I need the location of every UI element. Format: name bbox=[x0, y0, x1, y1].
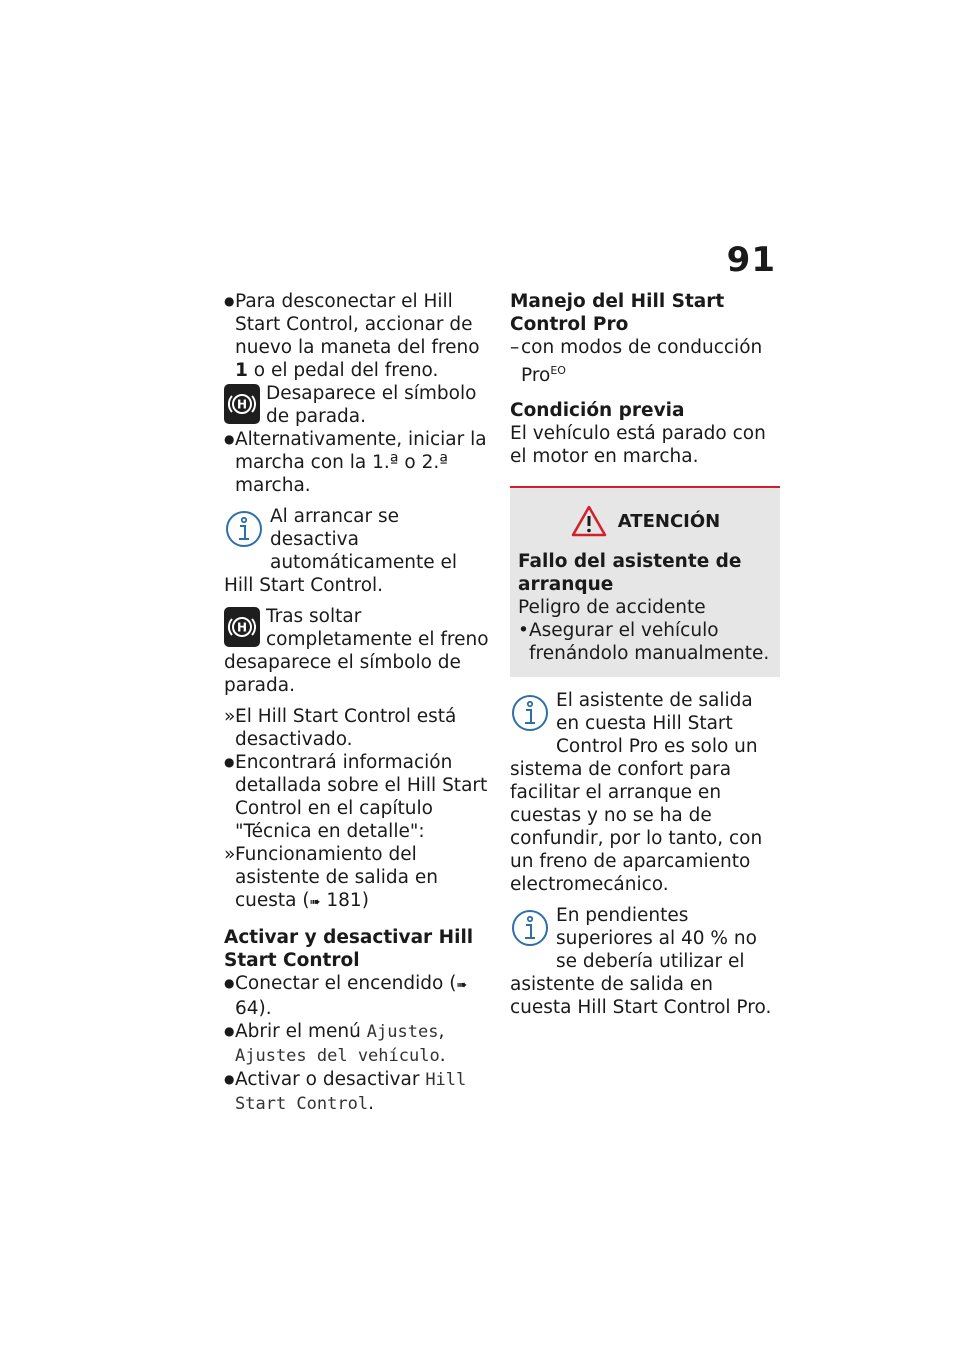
info-text: El asistente de salida en cuesta Hill Start Control Pro es solo un sistema de confort para facilitar el arranque en cuestas y no se ha de confundir, por lo tanto, con un freno de aparcamiento electromecánico. bbox=[510, 690, 763, 896]
result-item bbox=[224, 843, 490, 914]
hold-symbol-text: Desaparece el símbolo de parada. bbox=[266, 383, 477, 427]
bullet-icon: • bbox=[518, 620, 529, 642]
result-item bbox=[224, 705, 490, 751]
period: . bbox=[439, 1045, 446, 1066]
bullet-icon: ● bbox=[224, 1024, 235, 1038]
menu-name: Hill Start Control bbox=[235, 1070, 467, 1114]
equipment-code: EO bbox=[550, 364, 566, 377]
page-number: 91 bbox=[726, 240, 776, 280]
result-text: El Hill Start Control está desactivado. bbox=[235, 706, 457, 750]
hill-hold-H-icon bbox=[224, 384, 260, 424]
right-column bbox=[510, 290, 780, 1019]
reference-arrow-icon[interactable]: ➠ bbox=[309, 895, 321, 910]
bullet-text: Alternativamente, iniciar la marcha con la 1.ª o 2.ª marcha. bbox=[235, 429, 487, 496]
section-heading: Manejo del Hill Start Control Pro bbox=[510, 291, 725, 335]
hold-symbol-text: Tras soltar completamente el freno desaparece el símbolo de parada. bbox=[224, 606, 489, 696]
left-column bbox=[224, 290, 490, 1116]
warning-label: ATENCIÓN bbox=[617, 510, 721, 532]
warning-text: Peligro de accidente bbox=[518, 597, 706, 619]
page-reference[interactable]: 64). bbox=[235, 998, 272, 1019]
list-item bbox=[224, 290, 490, 382]
list-item bbox=[224, 428, 490, 497]
bullet-icon: ● bbox=[224, 1072, 235, 1086]
menu-name: Ajustes del vehículo bbox=[235, 1046, 440, 1066]
info-note bbox=[510, 689, 780, 896]
result-text: Funcionamiento del asistente de salida en cuesta ( bbox=[235, 844, 438, 911]
dash-text: con modos de conducción Pro bbox=[521, 337, 763, 387]
bold-number: 1 bbox=[235, 360, 248, 381]
bullet-text: Conectar el encendido ( bbox=[235, 973, 457, 994]
paragraph: El vehículo está parado con el motor en marcha. bbox=[510, 423, 766, 468]
bullet-text: Abrir el menú bbox=[235, 1021, 367, 1042]
info-i-icon bbox=[510, 906, 550, 956]
dash-item bbox=[510, 336, 780, 387]
section-heading: Activar y desactivar Hill Start Control bbox=[224, 927, 474, 971]
section-heading: Condición previa bbox=[510, 400, 685, 422]
warning-box bbox=[510, 486, 780, 677]
result-arrow-icon: » bbox=[224, 844, 236, 865]
info-i-icon bbox=[224, 507, 264, 557]
bullet-text: Para desconectar el Hill Start Control, accionar de nuevo la maneta del freno bbox=[235, 291, 480, 358]
menu-name: Ajustes bbox=[366, 1022, 439, 1042]
list-item bbox=[224, 751, 490, 843]
bullet-icon: ● bbox=[224, 294, 235, 308]
bullet-icon: ● bbox=[224, 432, 235, 446]
result-arrow-icon: » bbox=[224, 706, 236, 727]
bullet-icon: ● bbox=[224, 755, 235, 769]
bullet-text: Activar o desactivar bbox=[235, 1069, 426, 1090]
svg-text:H: H bbox=[236, 397, 248, 412]
hold-symbol-note bbox=[224, 382, 490, 428]
info-i-icon bbox=[510, 691, 550, 741]
separator: , bbox=[438, 1021, 445, 1042]
bullet-icon: ● bbox=[224, 976, 235, 990]
reference-arrow-icon[interactable]: ➠ bbox=[456, 978, 468, 993]
info-note bbox=[510, 904, 780, 1019]
info-text: Al arrancar se desactiva automáticamente el Hill Start Control. bbox=[224, 506, 458, 596]
list-item bbox=[224, 972, 490, 1020]
bullet-text: Encontrará información detallada sobre el Hill Start Control en el capítulo "Técnica en detalle": bbox=[235, 752, 488, 842]
list-item bbox=[224, 1020, 490, 1068]
warning-heading: Fallo del asistente de arranque bbox=[518, 551, 742, 596]
info-text: En pendientes superiores al 40 % no se debería utilizar el asistente de salida en cuesta Hill Start Control Pro. bbox=[510, 905, 772, 1019]
bullet-text-end: o el pedal del freno. bbox=[247, 360, 439, 381]
hold-symbol-note bbox=[224, 605, 490, 697]
period: . bbox=[368, 1093, 374, 1114]
hill-hold-H-icon bbox=[224, 607, 260, 647]
warning-title bbox=[518, 504, 772, 538]
dash-mark: – bbox=[510, 337, 520, 358]
warning-bullet-text: Asegurar el vehículo frenándolo manualmente. bbox=[529, 620, 770, 665]
warning-bullet bbox=[518, 619, 772, 665]
svg-text:H: H bbox=[236, 620, 248, 635]
list-item bbox=[224, 1068, 490, 1116]
page-reference[interactable]: 181) bbox=[320, 890, 369, 911]
info-note bbox=[224, 505, 490, 597]
warning-triangle-icon bbox=[570, 504, 608, 538]
